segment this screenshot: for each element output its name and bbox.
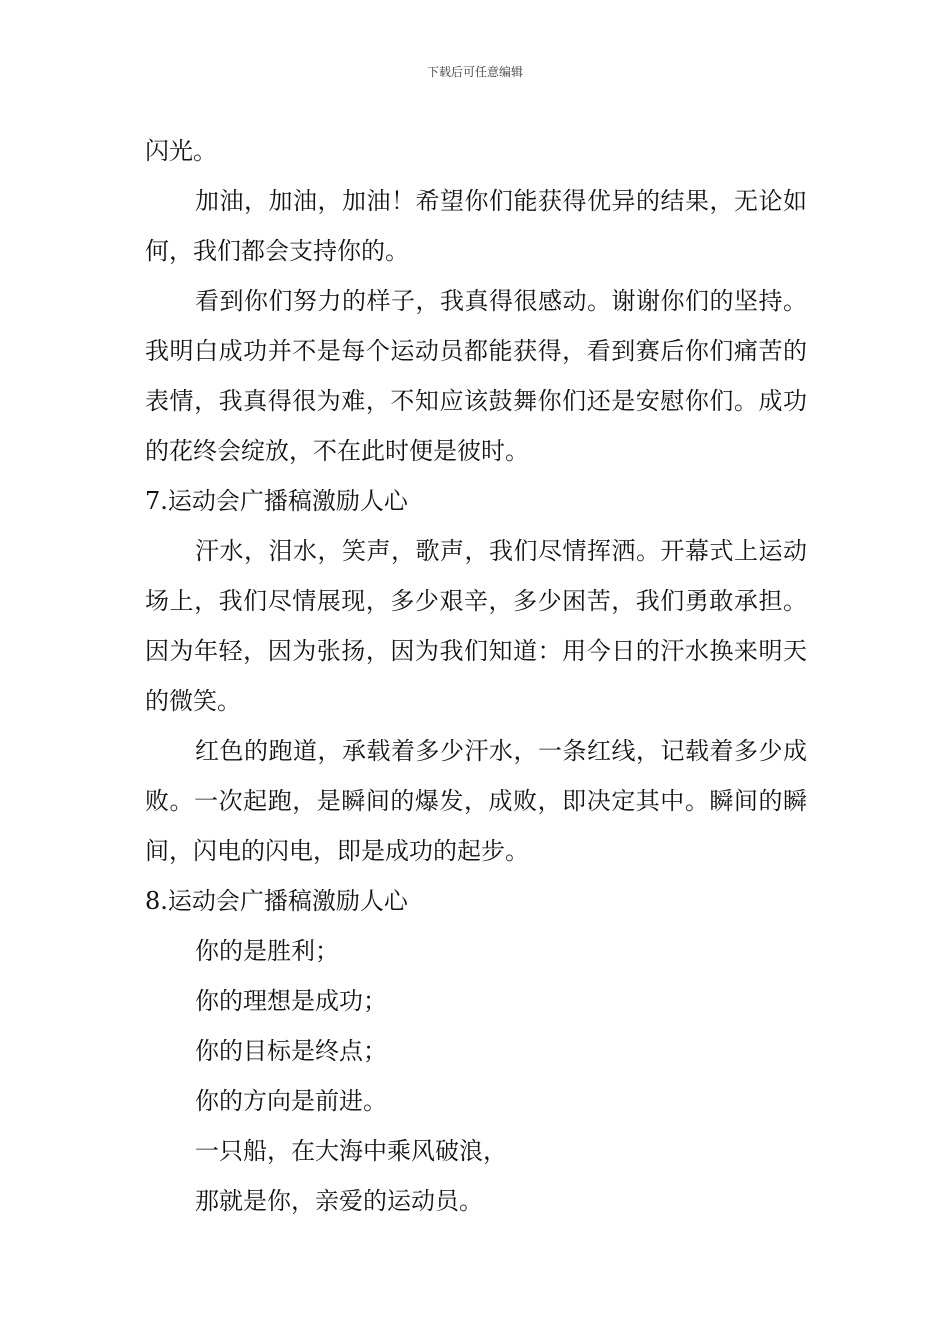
poem-line: 你的是胜利； bbox=[195, 937, 339, 965]
paragraph-moved: 看到你们努力的样子，我真得很感动。谢谢你们的坚持。我明白成功并不是每个运动员都能获得，看到赛后你们痛苦的表情，我真得很为难，不知应该鼓舞你们还是安慰你们。成功的花终会绽放，不在此时便是彼时。 bbox=[145, 287, 807, 465]
poem-line: 一只船，在大海中乘风破浪， bbox=[195, 1137, 507, 1165]
poem-line: 那就是你，亲爱的运动员。 bbox=[195, 1187, 483, 1215]
paragraph-red-track: 红色的跑道，承载着多少汗水，一条红线，记载着多少成败。一次起跑，是瞬间的爆发，成败，即决定其中。瞬间的瞬间，闪电的闪电，即是成功的起步。 bbox=[145, 737, 807, 865]
poem-line: 你的理想是成功； bbox=[195, 987, 387, 1015]
paragraph-sweat: 汗水，泪水，笑声，歌声，我们尽情挥洒。开幕式上运动场上，我们尽情展现，多少艰辛，多少困苦，我们勇敢承担。因为年轻，因为张扬，因为我们知道：用今日的汗水换来明天的微笑。 bbox=[145, 537, 807, 715]
page-header: 下载后可任意编辑 bbox=[426, 65, 523, 79]
poem-line: 你的目标是终点； bbox=[195, 1037, 387, 1065]
poem-line: 你的方向是前进。 bbox=[195, 1087, 387, 1115]
section-heading-7: 7.运动会广播稿激励人心 bbox=[145, 487, 408, 515]
paragraph-cheer: 加油，加油，加油！希望你们能获得优异的结果，无论如何，我们都会支持你的。 bbox=[145, 187, 807, 265]
section-heading-8: 8.运动会广播稿激励人心 bbox=[145, 887, 408, 915]
document-body bbox=[145, 126, 807, 1226]
paragraph-fragment: 闪光。 bbox=[145, 137, 217, 165]
